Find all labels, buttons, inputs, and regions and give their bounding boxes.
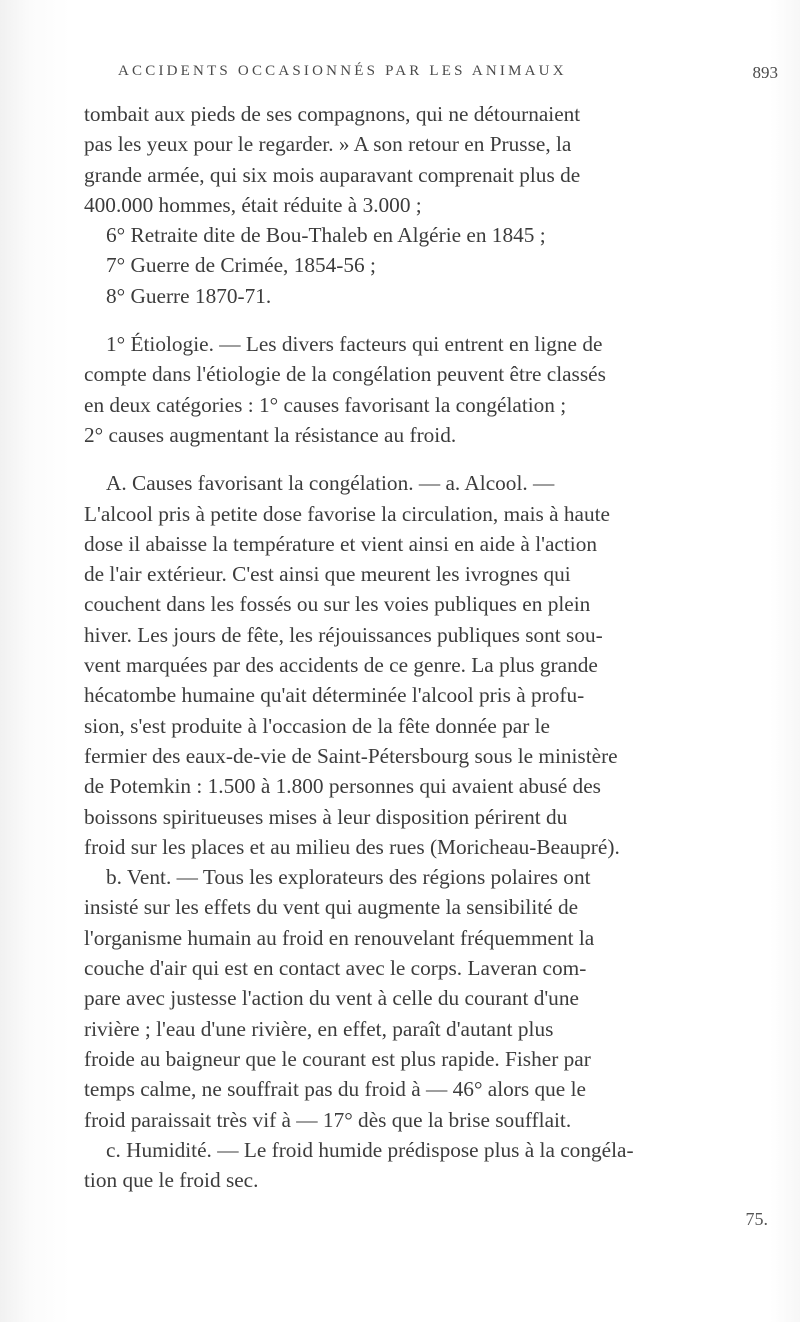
text-line: grande armée, qui six mois auparavant comprenait plus de — [84, 162, 581, 187]
text-line: hiver. Les jours de fête, les réjouissances publiques sont sou- — [84, 622, 603, 647]
text-line: fermier des eaux-de-vie de Saint-Pétersbourg sous le ministère — [84, 743, 618, 768]
text-line: en deux catégories : 1° causes favorisant la congélation ; — [84, 392, 567, 417]
list-item-8: 8° Guerre 1870-71. — [106, 283, 272, 308]
body-text — [84, 99, 784, 1195]
text-line: temps calme, ne souffrait pas du froid à — 46° alors que le — [84, 1077, 586, 1102]
text-line: insisté sur les effets du vent qui augmente la sensibilité de — [84, 895, 579, 920]
subsection-vent: b. Vent. — Tous les explorateurs des régions polaires ont — [106, 865, 591, 890]
page-header — [0, 63, 800, 87]
text-line: froid sur les places et au milieu des rues (Moricheau-Beaupré). — [84, 834, 620, 859]
text-line: hécatombe humaine qu'ait déterminée l'alcool pris à profu- — [84, 683, 585, 708]
signature-mark: 75. — [745, 1209, 768, 1229]
text-line: L'alcool pris à petite dose favorise la circulation, mais à haute — [84, 501, 611, 526]
text-line: l'organisme humain au froid en renouvelant fréquemment la — [84, 925, 595, 950]
text-line: dose il abaisse la température et vient ainsi en aide à l'action — [84, 531, 597, 556]
text-line: tombait aux pieds de ses compagnons, qui ne détournaient — [84, 102, 581, 126]
spacer — [84, 311, 784, 329]
list-item-6: 6° Retraite dite de Bou-Thaleb en Algérie en 1845 ; — [106, 223, 546, 248]
text-line: boissons spiritueuses mises à leur disposition périrent du — [84, 804, 568, 829]
text-line: couche d'air qui est en contact avec le corps. Laveran com- — [84, 956, 587, 981]
text-line: sion, s'est produite à l'occasion de la fête donnée par le — [84, 713, 550, 738]
text-line: rivière ; l'eau d'une rivière, en effet, paraît d'autant plus — [84, 1016, 554, 1041]
text-line: pas les yeux pour le regarder. » A son retour en Prusse, la — [84, 132, 572, 157]
text-line: 400.000 hommes, était réduite à 3.000 ; — [84, 192, 422, 217]
spacer — [84, 450, 784, 468]
text-line: compte dans l'étiologie de la congélation peuvent être classés — [84, 362, 606, 387]
running-head: ACCIDENTS OCCASIONNÉS PAR LES ANIMAUX — [118, 63, 567, 79]
text-line: vent marquées par des accidents de ce genre. La plus grande — [84, 653, 598, 678]
text-line: de l'air extérieur. C'est ainsi que meurent les ivrognes qui — [84, 562, 571, 587]
text-line: pare avec justesse l'action du vent à celle du courant d'une — [84, 986, 579, 1011]
text-line: froid paraissait très vif à — 17° dès que la brise soufflait. — [84, 1107, 572, 1132]
subsection-humidite: c. Humidité. — Le froid humide prédispose plus à la congéla- — [106, 1137, 634, 1162]
text-line: froide au baigneur que le courant est plus rapide. Fisher par — [84, 1046, 591, 1071]
text-line: 2° causes augmentant la résistance au froid. — [84, 422, 457, 447]
text-line: tion que le froid sec. — [84, 1168, 259, 1193]
page-number: 893 — [752, 63, 778, 82]
section-etiologie: 1° Étiologie. — Les divers facteurs qui entrent en ligne de — [106, 332, 603, 357]
list-item-7: 7° Guerre de Crimée, 1854-56 ; — [106, 253, 376, 278]
text-line: de Potemkin : 1.500 à 1.800 personnes qui avaient abusé des — [84, 774, 601, 799]
text-line: couchent dans les fossés ou sur les voies publiques en plein — [84, 592, 591, 617]
subsection-causes-favorisant: A. Causes favorisant la congélation. — a. Alcool. — — [106, 471, 555, 496]
